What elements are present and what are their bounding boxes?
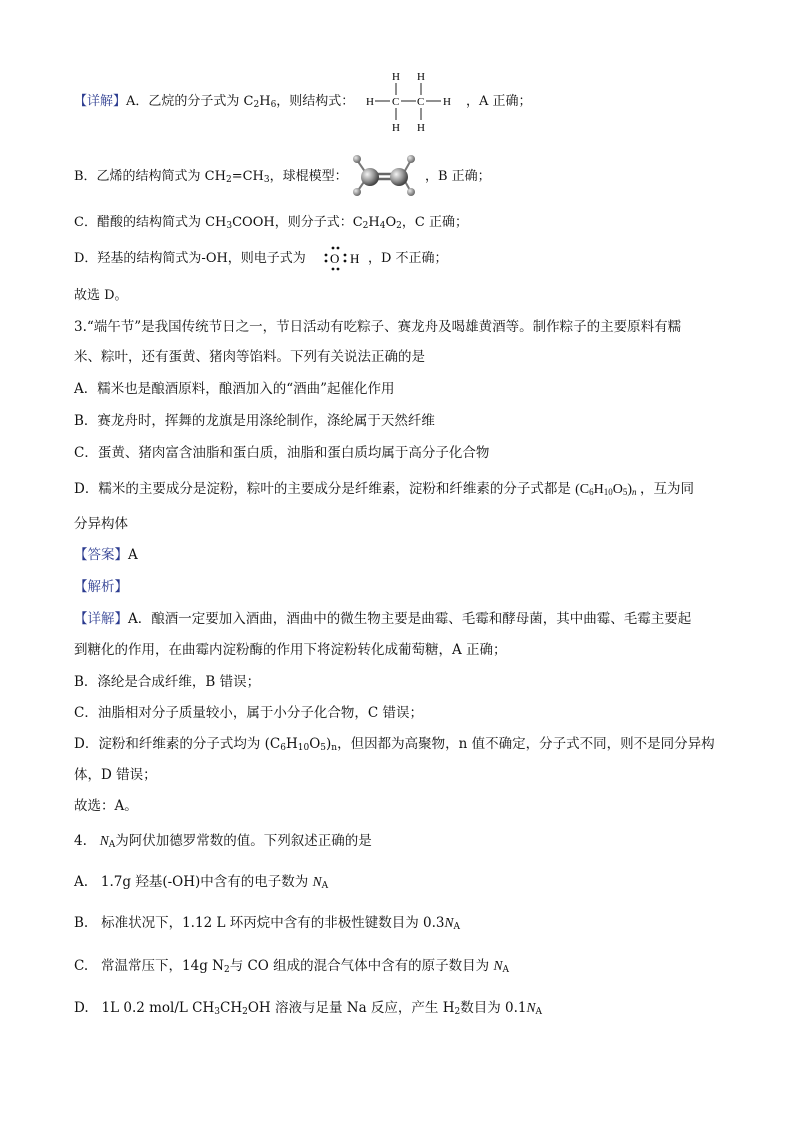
- svg-text:H: H: [366, 96, 374, 108]
- q3-option-b: B．赛龙舟时，挥舞的龙旗是用涤纶制作，涤纶属于天然纤维: [74, 413, 435, 429]
- svg-text:H: H: [350, 251, 360, 266]
- q3-option-a: A．糯米也是酿酒原料，酿酒加入的“酒曲”起催化作用: [74, 381, 395, 397]
- q3-detail-line6: 体，D 错误；: [74, 767, 157, 783]
- q3-stem-line2: 米、粽叶，还有蛋黄、猪肉等馅料。下列有关说法正确的是: [74, 349, 425, 365]
- detail-d-line: D．羟基的结构简式为-OH，则电子式为: [74, 251, 306, 266]
- detail-d-end: ，D 不正确；: [368, 251, 448, 266]
- q3-stem-line1: 3.“端午节”是我国传统节日之一，节日活动有吃粽子、赛龙舟及喝雄黄酒等。制作粽子的主要原料有糯: [74, 319, 682, 335]
- q3-analysis-label: 【解析】: [74, 579, 128, 595]
- q4-option-b: B. 标准状况下，1.12 L 环丙烷中含有的非极性键数目为 $0.3N_A$: [74, 915, 460, 932]
- q3-detail-line3: B．涤纶是合成纤维，B 错误；: [74, 674, 261, 690]
- svg-text:C: C: [392, 96, 400, 108]
- svg-text:H: H: [417, 71, 425, 83]
- detail-a-line: 【详解】A．乙烷的分子式为 $C_2H_6$，则结构式：: [74, 94, 355, 110]
- detail-label: 【详解】: [74, 94, 127, 109]
- q3-option-c: C．蛋黄、猪肉富含油脂和蛋白质，油脂和蛋白质均属于高分子化合物: [74, 445, 490, 461]
- svg-text:O: O: [330, 251, 340, 266]
- q3-detail-line2: 到糖化的作用，在曲霉内淀粉酶的作用下将淀粉转化成葡萄糖，A 正确；: [74, 642, 507, 658]
- detail-b-end: ，B 正确；: [425, 169, 491, 184]
- q4-option-a: A. 1.7g 羟基(-OH)中含有的电子数为 $N_A$: [74, 874, 329, 891]
- svg-text:H: H: [392, 122, 400, 134]
- detail-b-line: B．乙烯的结构简式为 $CH_2=CH_3$，球棍模型：: [74, 169, 348, 185]
- svg-text:H: H: [417, 122, 425, 134]
- q3-detail-line1: 【详解】A．酿酒一定要加入酒曲，酒曲中的微生物主要是曲霉、毛霉和酵母菌，其中曲霉、毛霉主要起: [74, 611, 692, 627]
- q3-conclusion: 故选：A。: [74, 798, 138, 814]
- ethylene-ball-stick-model: [350, 152, 422, 198]
- conclusion-1: 故选 D。: [74, 288, 128, 303]
- q4-option-c: C. 常温常压下，14g $N_2$与 CO 组成的混合气体中含有的原子数目为 $N_A$: [74, 958, 509, 975]
- detail-c-line: C．醋酸的结构简式为 $CH_3COOH$，则分子式：$C_2H_4O_2$，C 正确；: [74, 215, 468, 231]
- q4-stem: 4. $N_A$为阿伏加德罗常数的值。下列叙述正确的是: [74, 833, 372, 850]
- svg-text:H: H: [392, 71, 400, 83]
- q3-option-d: D．糯米的主要成分是淀粉，粽叶的主要成分是纤维素，淀粉和纤维素的分子式都是 $(C_6H_{10}O_5)_n$ ，互为同: [74, 481, 695, 497]
- svg-text:H: H: [443, 96, 451, 108]
- q4-option-d: D. 1L 0.2 mol/L $CH_3CH_2OH$ 溶液与足量 Na 反应，产生 $H_2$数目为 $0.1N_A$: [74, 1000, 543, 1017]
- detail-a-end: ，A 正确；: [466, 94, 532, 109]
- ethane-structural-formula: [364, 68, 464, 134]
- svg-text:C: C: [417, 96, 425, 108]
- hydroxyl-electron-formula: [324, 244, 366, 272]
- q3-detail-line5: D．淀粉和纤维素的分子式均为 $(C_6H_{10}O_5)_n$，但因都为高聚物，n 值不确定，分子式不同，则不是同分异构: [74, 736, 715, 753]
- q3-option-d-cont: 分异构体: [74, 516, 128, 532]
- q3-answer: 【答案】A: [74, 547, 138, 563]
- q3-detail-line4: C．油脂相对分子质量较小，属于小分子化合物，C 错误；: [74, 705, 423, 721]
